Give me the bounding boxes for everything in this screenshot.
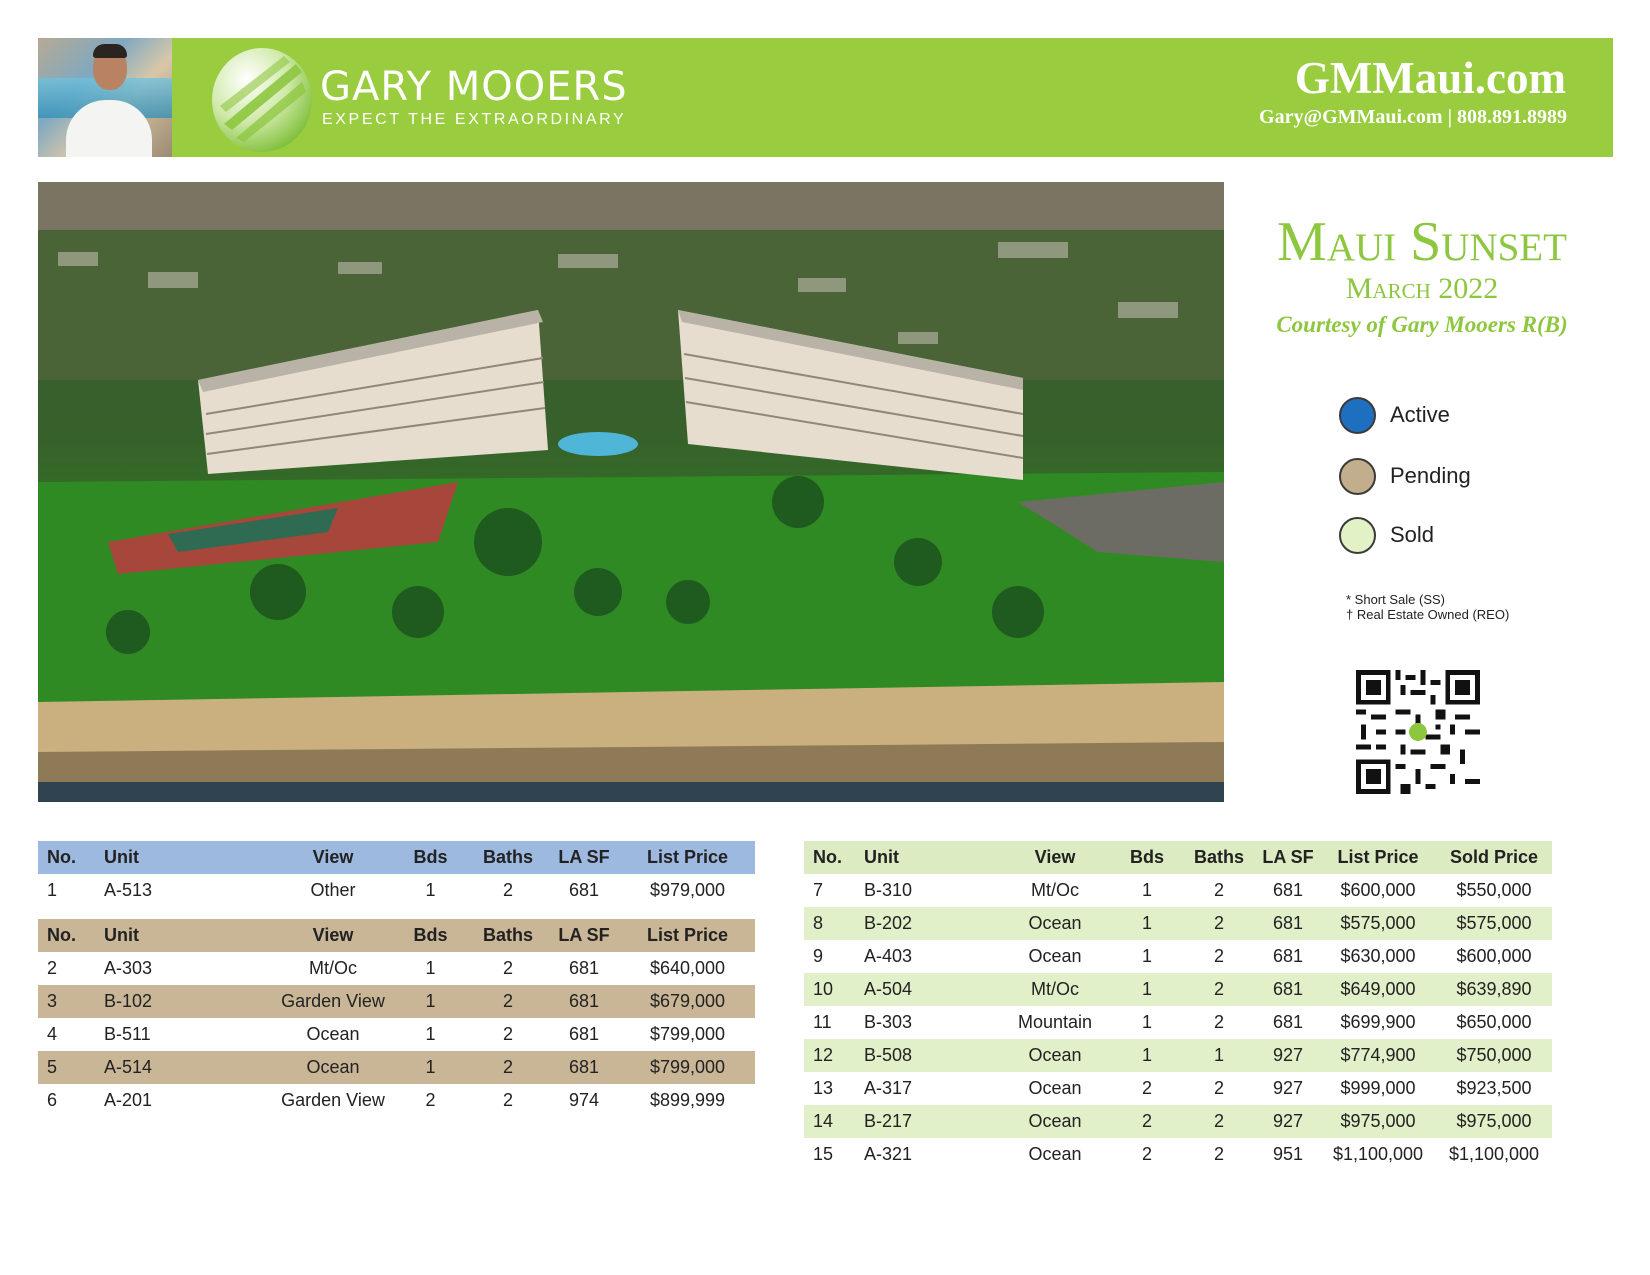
cell-no: 5 [38,1051,98,1084]
cell-unit: B-303 [864,1012,913,1032]
table-row [38,874,755,907]
cell-list-price: $649,000 [1320,973,1436,1006]
cell-list-price: $699,900 [1340,1012,1416,1032]
cell-unit: B-217 [858,1105,998,1138]
col-header: Bds [393,841,468,874]
agent-photo [38,38,172,157]
cell-no: 7 [813,880,824,900]
cell-unit: B-508 [858,1039,998,1072]
cell-no: 13 [813,1078,834,1098]
cell-view: Ocean [306,1024,360,1044]
cell-sold-price: $639,890 [1436,973,1552,1006]
cell-view: Other [310,880,356,900]
table-row [804,1039,1552,1072]
cell-list-price: $630,000 [1340,946,1416,966]
table-row [804,1138,1552,1171]
cell-no: 2 [47,958,58,978]
cell-sqft: 681 [568,880,600,900]
cell-beds: 1 [425,1024,436,1044]
brand-name: GARY MOOERS [320,64,628,110]
col-header: List Price [620,841,755,874]
col-header: Unit [98,919,273,952]
aerial-property-photo [38,182,1224,802]
cell-sold-price: $575,000 [1436,907,1552,940]
cell-sold-price: $975,000 [1436,1105,1552,1138]
cell-beds: 1 [393,985,468,1018]
cell-baths: 2 [1213,1012,1224,1032]
logo-leaf-icon [210,46,314,154]
cell-sqft: 951 [1272,1144,1304,1164]
col-header: LA SF [548,919,620,952]
cell-sqft: 681 [568,1024,600,1044]
cell-no: 14 [804,1105,858,1138]
cell-view: Mt/Oc [998,973,1112,1006]
col-header: Bds [1112,841,1182,874]
cell-beds: 2 [1141,1144,1152,1164]
cell-view: Garden View [281,1090,385,1110]
cell-baths: 2 [468,985,548,1018]
cell-view: Ocean [998,907,1112,940]
cell-baths: 2 [502,1024,513,1044]
cell-no: 11 [813,1012,832,1032]
pending-listings-table [38,919,755,1117]
cell-sold-price: $650,000 [1456,1012,1532,1032]
website-link[interactable]: GMMaui.com [1294,53,1566,103]
cell-sqft: 974 [568,1090,600,1110]
cell-view: Garden View [273,985,393,1018]
col-header: View [273,919,393,952]
cell-sqft: 927 [1272,1078,1304,1098]
col-header: No. [804,841,858,874]
col-header: LA SF [548,841,620,874]
cell-unit: A-303 [104,958,153,978]
cell-sold-price: $923,500 [1456,1078,1532,1098]
table-header-row [38,919,755,952]
cell-baths: 2 [468,1051,548,1084]
cell-beds: 1 [425,880,436,900]
cell-unit: A-514 [98,1051,273,1084]
table-row [804,1072,1552,1105]
legend-sold [1339,515,1434,555]
cell-unit: A-321 [864,1144,913,1164]
table-row [804,907,1552,940]
cell-no: 8 [804,907,858,940]
cell-no: 6 [47,1090,58,1110]
cell-list-price: $799,000 [649,1024,726,1044]
cell-sold-price: $550,000 [1456,880,1532,900]
col-header: View [998,841,1112,874]
cell-no: 3 [38,985,98,1018]
table-row [38,952,755,985]
cell-view: Mountain [1017,1012,1093,1032]
cell-beds: 1 [1112,973,1182,1006]
cell-view: Ocean [998,1105,1112,1138]
cell-list-price: $899,999 [649,1090,726,1110]
cell-beds: 1 [1112,907,1182,940]
cell-list-price: $975,000 [1320,1105,1436,1138]
cell-view: Ocean [998,1039,1112,1072]
footnote-reo: † Real Estate Owned (REO) [1346,607,1510,622]
cell-view: Ocean [273,1051,393,1084]
cell-unit: A-317 [864,1078,913,1098]
active-listings-table [38,841,755,907]
cell-sqft: 927 [1256,1105,1320,1138]
cell-beds: 2 [1141,1078,1152,1098]
cell-list-price: $799,000 [620,1051,755,1084]
cell-baths: 2 [502,958,513,978]
cell-sqft: 681 [548,1051,620,1084]
cell-beds: 1 [393,1051,468,1084]
courtesy-line: Courtesy of Gary Mooers R(B) [1276,312,1568,337]
cell-view: Mt/Oc [309,958,357,978]
table-row [38,1018,755,1051]
cell-sqft: 681 [1272,1012,1304,1032]
qr-code-icon[interactable] [1356,670,1480,794]
legend-label: Active [1390,402,1450,427]
cell-beds: 1 [425,958,436,978]
cell-list-price: $575,000 [1320,907,1436,940]
cell-no: 15 [813,1144,834,1164]
sold-dot-icon [1339,517,1376,554]
table-row [804,874,1552,907]
table-header-row [38,841,755,874]
col-header: No. [38,841,98,874]
table-row [38,1084,755,1117]
cell-sqft: 681 [1256,973,1320,1006]
cell-beds: 2 [1112,1105,1182,1138]
footnote-short-sale: * Short Sale (SS) [1346,592,1445,607]
contact-info[interactable]: Gary@GMMaui.com | 808.891.8989 [1259,106,1567,128]
legend-label: Sold [1390,522,1435,547]
col-header: Unit [858,841,998,874]
cell-baths: 2 [1213,1144,1224,1164]
cell-no: 10 [804,973,858,1006]
cell-no: 12 [804,1039,858,1072]
cell-unit: A-504 [858,973,998,1006]
cell-sqft: 927 [1256,1039,1320,1072]
cell-beds: 1 [1112,1039,1182,1072]
cell-beds: 1 [1141,880,1152,900]
col-header: Unit [98,841,273,874]
cell-list-price: $999,000 [1340,1078,1416,1098]
cell-baths: 2 [1213,1078,1224,1098]
table-row [804,1006,1552,1039]
cell-baths: 1 [1182,1039,1256,1072]
report-date: March 2022 [1345,272,1499,305]
cell-unit: B-310 [864,880,913,900]
table-row [38,985,755,1018]
col-header: No. [38,919,98,952]
sold-listings-table [804,841,1552,1171]
legend-active [1339,395,1450,435]
cell-list-price: $979,000 [649,880,726,900]
legend-label: Pending [1390,463,1471,488]
cell-list-price: $774,900 [1320,1039,1436,1072]
cell-view: Ocean [1028,1144,1082,1164]
cell-unit: A-513 [104,880,153,900]
header-banner [38,38,1613,157]
cell-baths: 2 [1213,880,1224,900]
cell-beds: 1 [1141,1012,1152,1032]
table-row [38,1051,755,1084]
brand-tagline: EXPECT THE EXTRAORDINARY [322,111,627,128]
cell-baths: 2 [502,880,513,900]
cell-no: 9 [813,946,824,966]
table-header-row [804,841,1552,874]
col-header: List Price [1320,841,1436,874]
col-header: Sold Price [1436,841,1552,874]
cell-sold-price: $1,100,000 [1448,1144,1540,1164]
col-header: Baths [468,841,548,874]
col-header: List Price [620,919,755,952]
cell-sqft: 681 [548,985,620,1018]
cell-unit: B-102 [98,985,273,1018]
table-row [804,940,1552,973]
cell-sqft: 681 [1272,946,1304,966]
cell-list-price: $679,000 [620,985,755,1018]
cell-sold-price: $750,000 [1436,1039,1552,1072]
cell-list-price: $640,000 [649,958,726,978]
cell-unit: B-202 [858,907,998,940]
col-header: Baths [468,919,548,952]
cell-unit: A-403 [864,946,913,966]
col-header: Bds [393,919,468,952]
legend-pending [1339,456,1471,496]
cell-no: 1 [47,880,58,900]
cell-baths: 2 [1182,1105,1256,1138]
cell-beds: 1 [1141,946,1152,966]
cell-view: Ocean [1028,1078,1082,1098]
cell-unit: A-201 [104,1090,153,1110]
cell-sold-price: $600,000 [1456,946,1532,966]
col-header: Baths [1182,841,1256,874]
cell-sqft: 681 [1272,880,1304,900]
cell-beds: 2 [425,1090,436,1110]
cell-list-price: $1,100,000 [1332,1144,1424,1164]
cell-baths: 2 [1182,973,1256,1006]
col-header: View [273,841,393,874]
col-header: LA SF [1256,841,1320,874]
cell-baths: 2 [1213,946,1224,966]
table-row [804,973,1552,1006]
active-dot-icon [1339,397,1376,434]
cell-sqft: 681 [568,958,600,978]
cell-baths: 2 [502,1090,513,1110]
cell-baths: 2 [1182,907,1256,940]
pending-dot-icon [1339,458,1376,495]
cell-unit: B-511 [104,1024,151,1044]
cell-view: Mt/Oc [1031,880,1079,900]
property-title: Maui Sunset [1277,211,1567,273]
cell-sqft: 681 [1256,907,1320,940]
table-row [804,1105,1552,1138]
cell-view: Ocean [1028,946,1082,966]
cell-no: 4 [47,1024,58,1044]
cell-list-price: $600,000 [1340,880,1416,900]
